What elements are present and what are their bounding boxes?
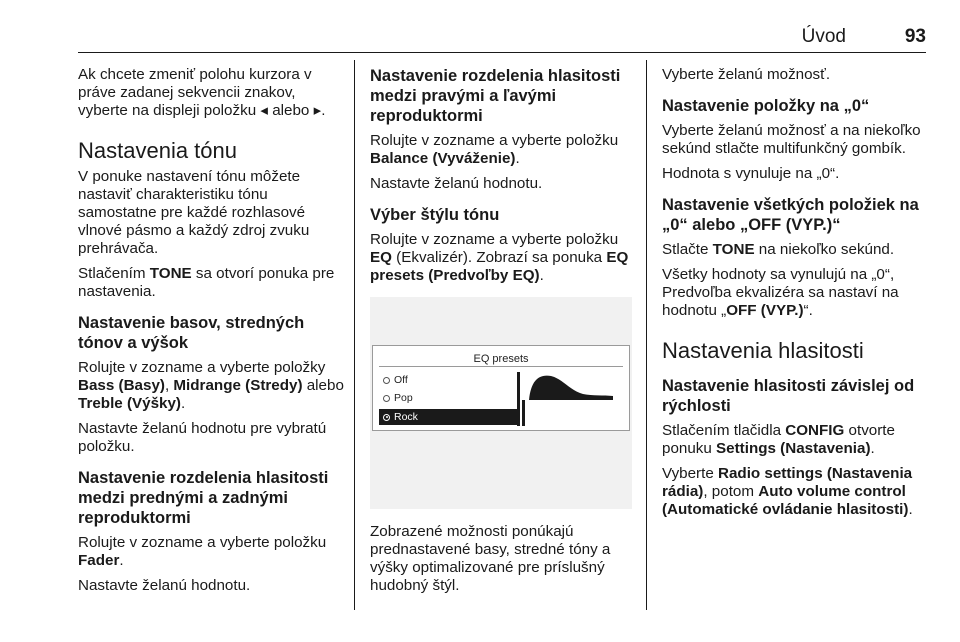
fader-paragraph-2: Nastavte želanú hodnotu.: [78, 577, 251, 594]
intro-paragraph: Ak chcete zmeniť polohu kurzora v práve zadanej sekvencii znakov, vyberte na displeji položku ◂ alebo ▸.: [78, 66, 326, 119]
item-reset-paragraph: Vyberte želanú možnosť a na niekoľko sekúnd stlačte multifunkčný gombík.: [662, 122, 921, 157]
tone-paragraph-2: Stlačením TONE sa otvorí ponuka pre nastavenia.: [78, 265, 335, 300]
bass-paragraph-2: Nastavte želanú hodnotu pre vybratú položku.: [78, 420, 327, 455]
page-header: [78, 26, 926, 53]
balance-heading: Nastavenie rozdelenia hlasitosti medzi pravými a ľavými reproduktormi: [370, 67, 621, 125]
figure-caption: Zobrazené možnosti ponúkajú prednastavené basy, stredné tóny a výšky optimalizované pre príslušný hudobný štýl.: [370, 523, 611, 594]
speed-volume-paragraph-2: Vyberte Radio settings (Nastavenia rádia), potom Auto volume control (Automatické ovládanie hlasitosti).: [662, 465, 913, 518]
eq-curve-graphic: [517, 370, 625, 428]
speed-volume-paragraph: Stlačením tlačidla CONFIG otvorte ponuku Settings (Nastavenia).: [662, 422, 895, 457]
screen-divider: [379, 366, 623, 367]
bass-paragraph: Rolujte v zozname a vyberte položky Bass (Basy), Midrange (Stredy) alebo Treble (Výšky).: [78, 359, 344, 412]
column-left: [78, 66, 346, 602]
page-number: 93: [904, 26, 926, 47]
eq-option-label: Pop: [394, 392, 413, 404]
eq-option-rock[interactable]: [379, 409, 517, 425]
volume-heading: Nastavenia hlasitosti: [662, 338, 864, 363]
radio-icon: [383, 395, 390, 402]
all-reset-paragraph-2: Všetky hodnoty sa vynulujú na „0“, Predvoľba ekvalizéra sa nastaví na hodnotu „OFF (VYP.)“.: [662, 266, 899, 319]
column-divider: [354, 60, 355, 610]
column-right: [662, 66, 926, 526]
tone-heading: Nastavenia tónu: [78, 138, 237, 163]
speed-volume-heading: Nastavenie hlasitosti závislej od rýchlosti: [662, 377, 915, 415]
style-paragraph: Rolujte v zozname a vyberte položku EQ (Ekvalizér). Zobrazí sa ponuka EQ presets (Predvoľby EQ).: [370, 231, 629, 284]
eq-option-off[interactable]: [379, 372, 517, 388]
select-option-paragraph: Vyberte želanú možnosť.: [662, 66, 831, 83]
section-title: Úvod: [801, 26, 846, 47]
screen-title: EQ presets: [473, 353, 529, 365]
balance-paragraph-2: Nastavte želanú hodnotu.: [370, 175, 543, 192]
all-reset-paragraph: Stlačte TONE na niekoľko sekúnd.: [662, 241, 895, 258]
eq-presets-figure: [370, 297, 632, 509]
fader-paragraph: Rolujte v zozname a vyberte položku Fader.: [78, 534, 327, 569]
bass-heading: Nastavenie basov, stredných tónov a výšok: [78, 314, 305, 352]
all-reset-heading: Nastavenie všetkých položiek na „0“ alebo „OFF (VYP.)“: [662, 196, 919, 234]
style-heading: Výber štýlu tónu: [370, 206, 500, 224]
column-middle: [370, 66, 634, 602]
item-reset-heading: Nastavenie položky na „0“: [662, 97, 870, 115]
eq-presets-screen: [372, 345, 630, 431]
tone-paragraph: V ponuke nastavení tónu môžete nastaviť charakteristiku tónu samostatne pre každé rozhlasové vlnové pásmo a každý zdroj zvuku prehrávača.: [78, 168, 310, 257]
column-divider: [646, 60, 647, 610]
fader-heading: Nastavenie rozdelenia hlasitosti medzi prednými a zadnými reproduktormi: [78, 469, 329, 527]
item-reset-paragraph-2: Hodnota s vynuluje na „0“.: [662, 165, 840, 182]
radio-icon: [383, 377, 390, 384]
eq-option-pop[interactable]: [379, 390, 517, 406]
eq-option-label: Off: [394, 374, 408, 386]
balance-paragraph: Rolujte v zozname a vyberte položku Balance (Vyváženie).: [370, 132, 619, 167]
radio-selected-icon: [383, 414, 390, 421]
eq-option-label: Rock: [394, 411, 418, 423]
